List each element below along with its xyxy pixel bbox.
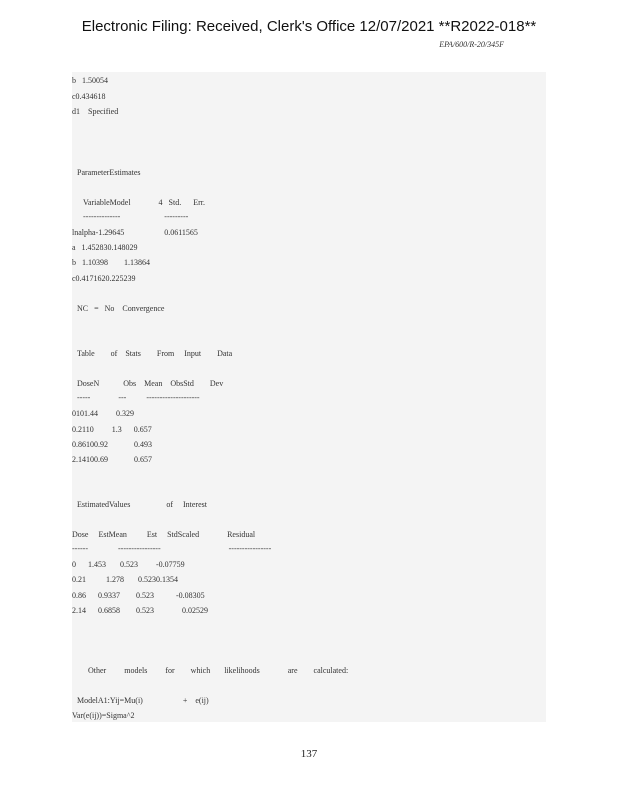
output-line: 0.21 1.278 0.5230.1354	[72, 575, 178, 584]
document-id: EPA/600/R-20/345F	[439, 40, 504, 49]
output-line: 2.14 0.6858 0.523 0.02529	[72, 606, 208, 615]
output-line: 0 1.453 0.523 -0.07759	[72, 560, 185, 569]
output-line: Var(e(ij))=Sigma^2	[72, 711, 135, 720]
output-line: a 1.452830.148029	[72, 243, 138, 252]
page-number: 137	[300, 748, 318, 760]
output-line: c0.4171620.225239	[72, 274, 136, 283]
output-line: DoseN Obs Mean ObsStd Dev	[77, 379, 224, 388]
output-line: 2.14100.69 0.657	[72, 455, 152, 464]
output-line: Table of Stats From Input Data	[77, 349, 233, 358]
output-line: c0.434618	[72, 92, 106, 101]
output-line: 0101.44 0.329	[72, 409, 134, 418]
output-line: 0.86 0.9337 0.523 -0.08305	[72, 591, 205, 600]
output-line: NC = No Convergence	[77, 304, 165, 313]
output-line: Dose EstMean Est StdScaled Residual	[72, 530, 256, 539]
output-line: ------ ---------------- ----------------	[72, 544, 272, 553]
output-line: 0.86100.92 0.493	[72, 440, 152, 449]
output-line: ModelA1:Yij=Mu(i) + e(ij)	[77, 696, 209, 705]
model-output-panel	[72, 72, 546, 722]
output-line: b 1.10398 1.13864	[72, 258, 150, 267]
output-line: lnalpha-1.29645 0.0611565	[72, 228, 198, 237]
filing-header: Electronic Filing: Received, Clerk's Office 12/07/2021 **R2022-018**	[81, 18, 537, 35]
output-line: b 1.50054	[72, 76, 108, 85]
output-line: VariableModel 4 Std. Err.	[83, 198, 205, 207]
output-line: ----- --- --------------------	[77, 393, 200, 402]
output-line: -------------- ---------	[83, 212, 189, 221]
output-line: EstimatedValues of Interest	[77, 500, 207, 509]
output-line: d1 Specified	[72, 107, 119, 116]
output-line: ParameterEstimates	[77, 168, 141, 177]
output-line: Other models for which likelihoods are calculated:	[88, 666, 349, 675]
output-line: 0.2110 1.3 0.657	[72, 425, 152, 434]
